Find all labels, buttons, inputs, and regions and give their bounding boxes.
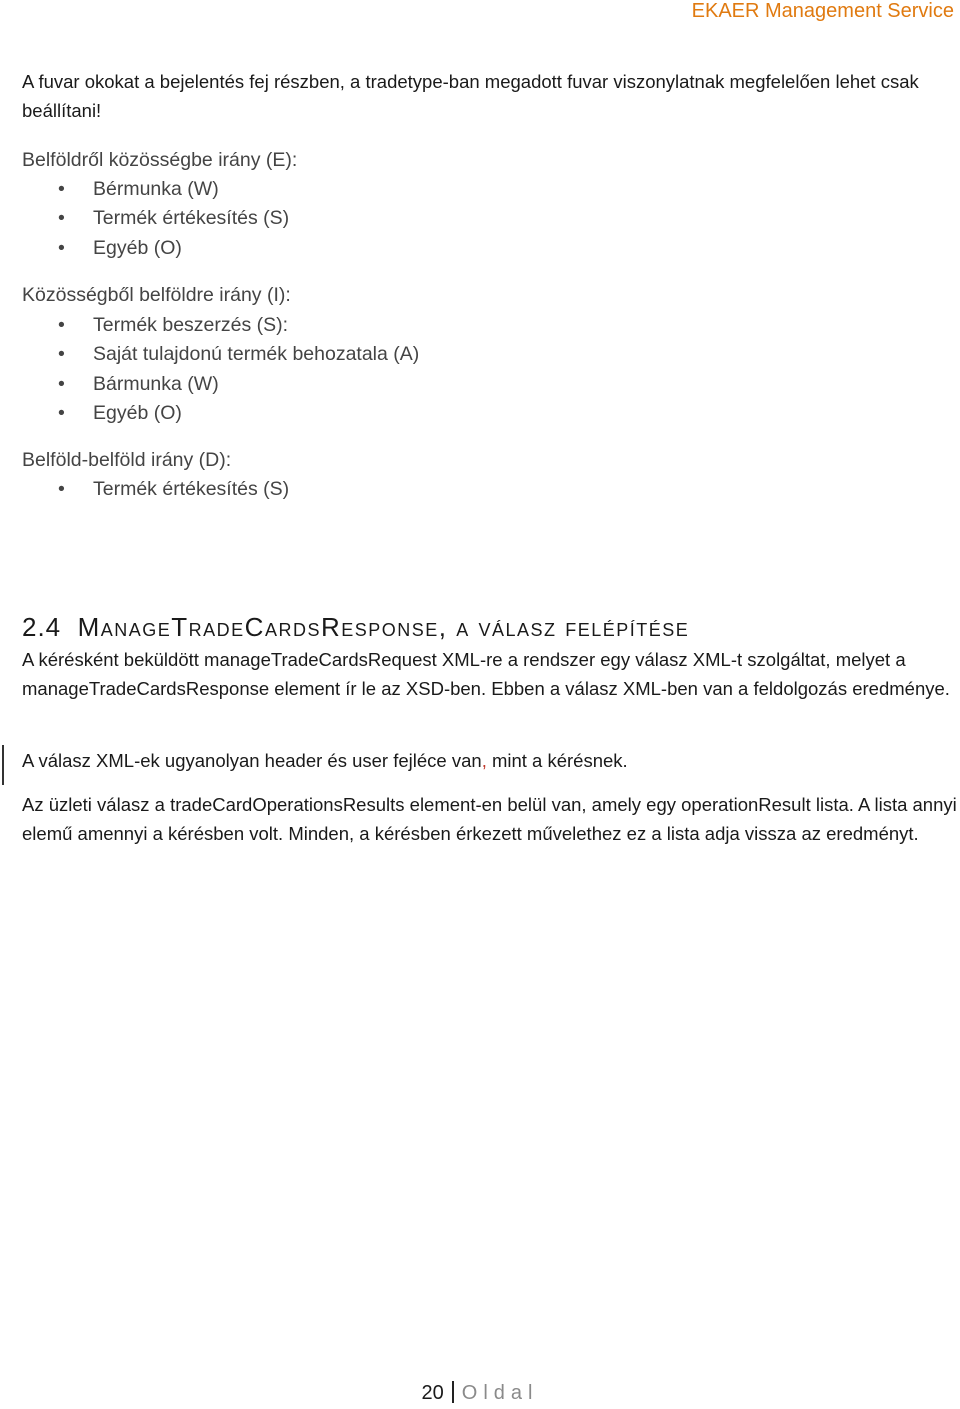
bullet-icon: •	[58, 373, 65, 395]
bullet-icon: •	[58, 178, 65, 200]
list-item: • Saját tulajdonú termék behozatala (A)	[58, 343, 420, 365]
list-item: • Egyéb (O)	[58, 402, 182, 424]
document-header-title: EKAER Management Service	[691, 0, 954, 22]
list-item: • Egyéb (O)	[58, 237, 182, 259]
bullet-icon: •	[58, 207, 65, 229]
footer-separator	[452, 1381, 454, 1403]
section-heading	[22, 612, 689, 643]
list-item: • Termék értékesítés (S)	[58, 207, 290, 229]
section-label-e: Belföldről közösségbe irány (E):	[22, 149, 298, 171]
intro-paragraph: A fuvar okokat a bejelentés fej részben, a tradetype-ban megadott fuvar viszonylatnak megfelelően lehet csak beállítani!	[22, 71, 919, 121]
section-label-d: Belföld-belföld irány (D):	[22, 449, 232, 471]
bullet-icon: •	[58, 478, 65, 500]
results-paragraph: Az üzleti válasz a tradeCardOperationsResults element-en belül van, amely egy operationResult lista. A lista annyi elemű amennyi a kérésben volt. Minden, a kérésben érkezett művelethez ez a lista adja vissza az eredményt.	[22, 794, 957, 844]
bullet-icon: •	[58, 402, 65, 424]
bullet-icon: •	[58, 237, 65, 259]
revision-comma: ,	[481, 750, 487, 771]
header-paragraph: A válasz XML-ek ugyanolyan header és user fejléce van, mint a kérésnek.	[22, 750, 628, 771]
response-paragraph: A kérésként beküldött manageTradeCardsRequest XML-re a rendszer egy válasz XML-t szolgáltat, melyet a manageTradeCardsResponse element ír le az XSD-ben. Ebben a válasz XML-ben van a feldolgozás eredménye.	[22, 649, 950, 699]
page-number: 20	[421, 1382, 444, 1404]
list-item: • Bérmunka (W)	[58, 178, 219, 200]
heading-number: 2.4	[22, 612, 62, 642]
list-item: • Termék beszerzés (S):	[58, 314, 289, 336]
list-item: • Termék értékesítés (S)	[58, 478, 290, 500]
section-label-i: Közösségből belföldre irány (I):	[22, 284, 291, 306]
bullet-icon: •	[58, 314, 65, 336]
page-word: Oldal	[461, 1382, 539, 1404]
list-item: • Bármunka (W)	[58, 373, 219, 395]
heading-text: ManageTradeCardsResponse, a válasz felépítése	[77, 612, 690, 642]
revision-bar	[2, 745, 4, 785]
page-footer	[0, 1381, 960, 1405]
bullet-icon: •	[58, 343, 65, 365]
